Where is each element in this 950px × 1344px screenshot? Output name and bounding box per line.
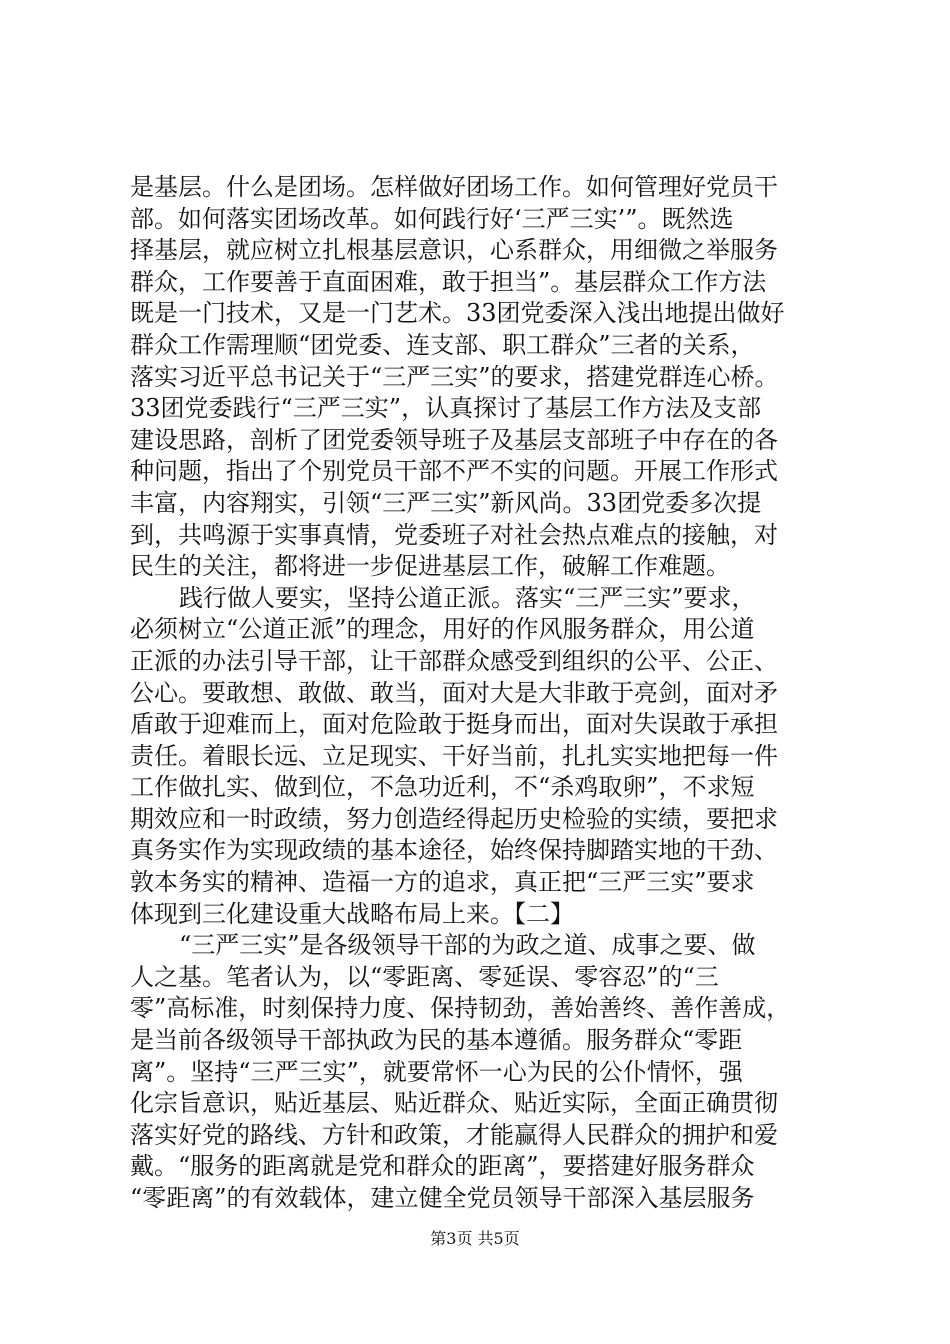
paragraph-first-line: 践行做人要实，坚持公道正派。落实“三严三实”要求， (179, 583, 756, 612)
text-line: 离”。坚持“三严三实”，就要常怀一心为民的公仆情怀，强 (130, 1057, 743, 1086)
text-line: 工作做扎实、做到位，不急功近利，不“杀鸡取卵”，不求短 (130, 773, 755, 802)
text-line: 部。如何落实团场改革。如何践行好‘三严三实’”。既然选 (130, 204, 734, 233)
text-line: 是基层。什么是团场。怎样做好团场工作。如何管理好党员干 (130, 173, 778, 201)
text-line: 既是一门技术，又是一门艺术。33团党委深入浅出地提出做好 (130, 299, 785, 328)
text-line: 群众工作需理顺“团党委、连支部、职工群众”三者的关系， (130, 330, 755, 359)
text-line: 敦本务实的精神、造福一方的追求，真正把“三严三实”要求 (130, 868, 755, 897)
text-line: 体现到三化建设重大战略布局上来。【二】 (130, 899, 574, 928)
text-line: “零距离”的有效载体，建立健全党员领导干部深入基层服务 (130, 1184, 755, 1212)
text-line: 落实习近平总书记关于“三严三实”的要求，搭建党群连心桥。 (130, 362, 779, 391)
text-line: 是当前各级领导干部执政为民的基本遵循。服务群众“零距 (130, 1026, 743, 1055)
text-line: 建设思路，剖析了团党委领导班子及基层支部班子中存在的各 (130, 425, 778, 454)
text-line: 民生的关注，都将进一步促进基层工作，破解工作难题。 (130, 552, 730, 581)
body-text (130, 172, 830, 1215)
text-line: 33团党委践行“三严三实”，认真探讨了基层工作方法及支部 (130, 394, 762, 423)
text-line: 责任。着眼长远、立足现实、干好当前，扎扎实实地把每一件 (130, 741, 778, 770)
text-line: 丰富，内容翔实，引领“三严三实”新风尚。33团党委多次提 (130, 488, 762, 517)
text-line: 人之基。笔者认为，以“零距离、零延误、零容忍”的“三 (130, 962, 719, 991)
text-line: 化宗旨意识，贴近基层、贴近群众、贴近实际，全面正确贯彻 (130, 1089, 778, 1118)
text-line: 到，共鸣源于实事真情，党委班子对社会热点难点的接触，对 (130, 520, 778, 549)
text-line: 零”高标准，时刻保持力度、保持韧劲，善始善终、善作善成， (130, 994, 791, 1023)
text-line: 期效应和一时政绩，努力创造经得起历史检验的实绩，要把求 (130, 804, 778, 833)
paragraph-first-line: “三严三实”是各级领导干部的为政之道、成事之要、做 (179, 931, 756, 960)
text-line: 正派的办法引导干部，让干部群众感受到组织的公平、公正、 (130, 646, 778, 675)
text-line: 落实好党的路线、方针和政策，才能赢得人民群众的拥护和爱 (130, 1120, 778, 1149)
text-line: 必须树立“公道正派”的理念，用好的作风服务群众，用公道 (130, 615, 755, 644)
text-line: 戴。“服务的距离就是党和群众的距离”，要搭建好服务群众 (130, 1152, 755, 1181)
text-line: 真务实作为实现政绩的基本途径，始终保持脚踏实地的干劲、 (130, 836, 778, 865)
text-line: 盾敢于迎难而上，面对危险敢于挺身而出，面对失误敢于承担 (130, 710, 778, 739)
text-line: 择基层，就应树立扎根基层意识，心系群众，用细微之举服务 (130, 236, 778, 265)
text-line: 种问题，指出了个别党员干部不严不实的问题。开展工作形式 (130, 457, 778, 486)
text-line: 公心。要敢想、敢做、敢当，面对大是大非敢于亮剑，面对矛 (130, 678, 778, 707)
page-footer: 第3页 共5页 (430, 1229, 520, 1248)
text-line: 群众，工作要善于直面困难，敢于担当”。基层群众工作方法 (130, 267, 767, 296)
